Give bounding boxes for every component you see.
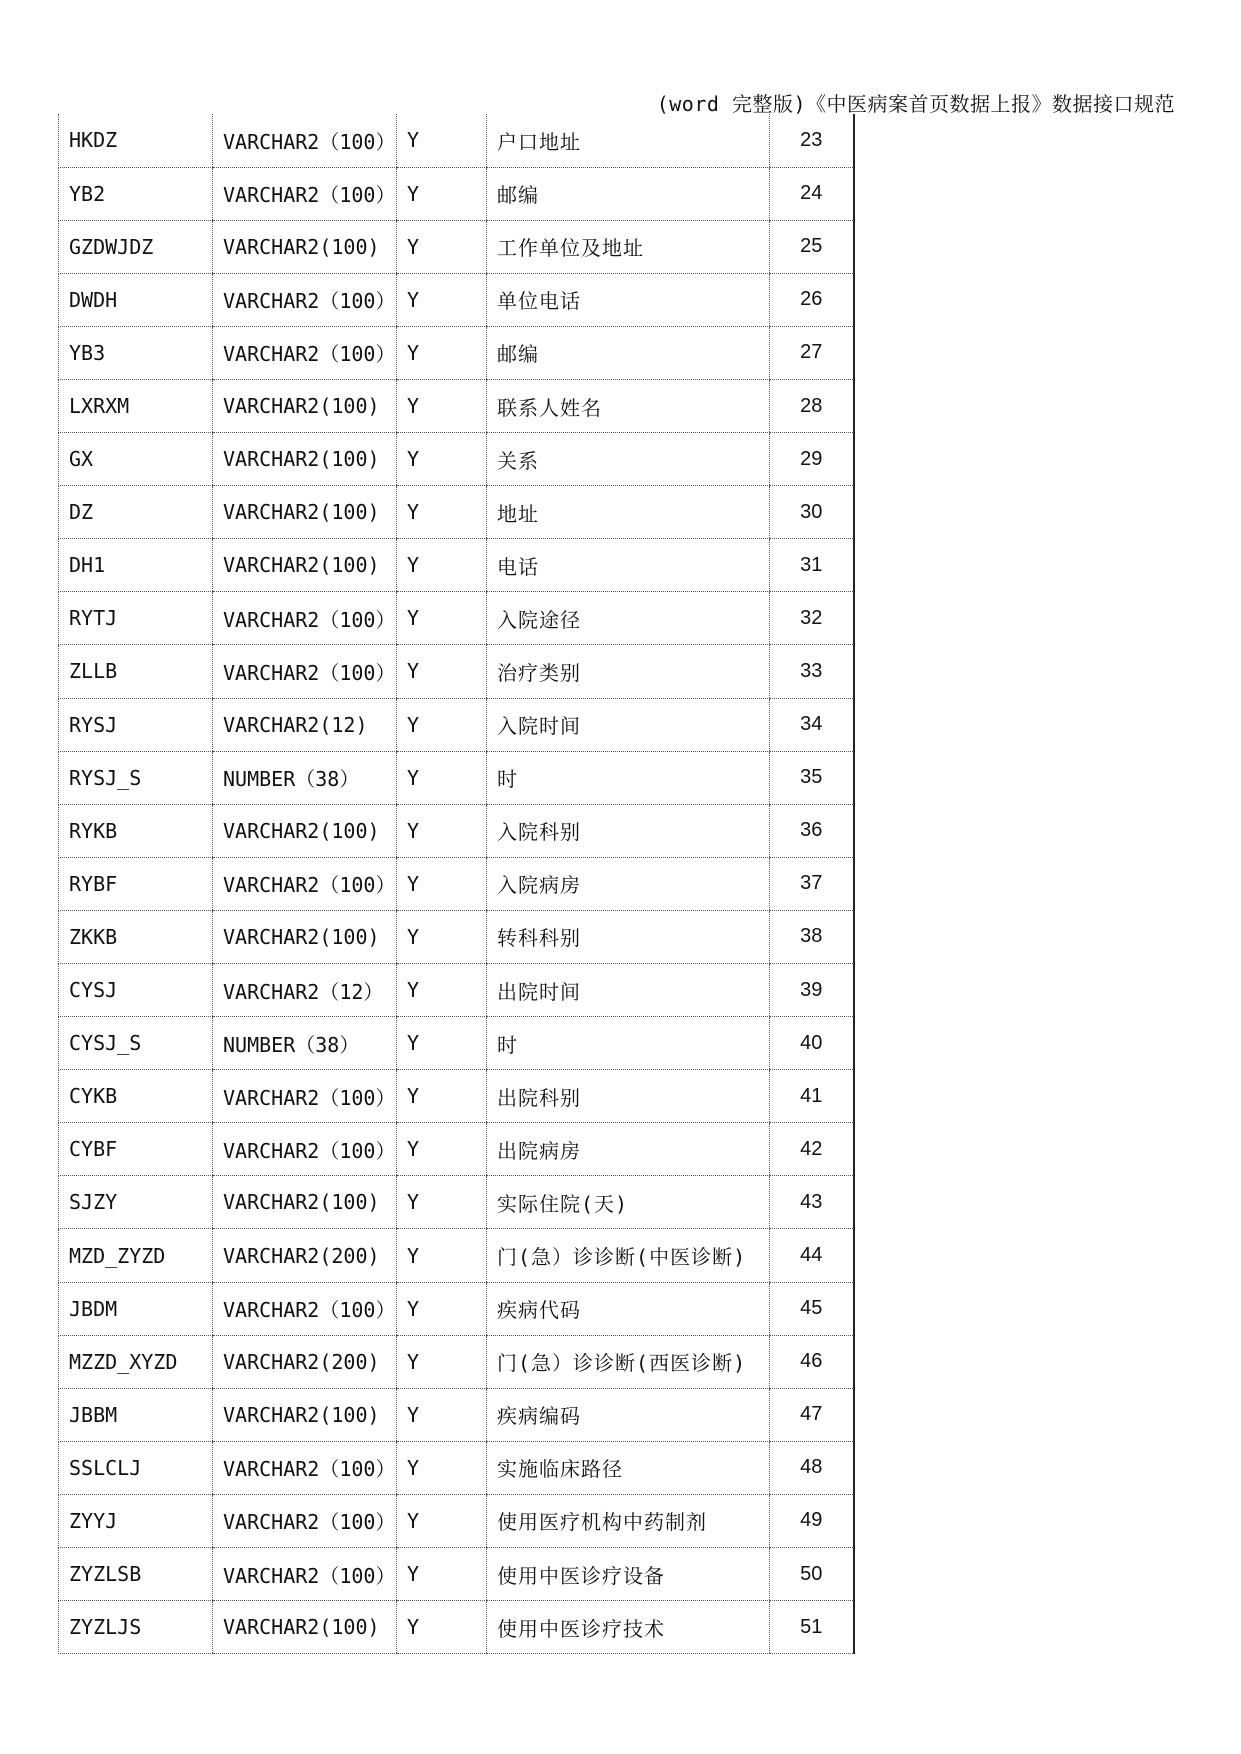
field-type-cell: VARCHAR2(100) <box>213 910 397 963</box>
field-name-cell: RYKB <box>59 804 213 857</box>
field-description-cell: 转科科别 <box>487 910 770 963</box>
field-type-cell: VARCHAR2（100） <box>213 1494 397 1547</box>
field-number-cell: 32 <box>770 592 854 645</box>
field-name-cell: ZYZLSB <box>59 1548 213 1601</box>
field-type-cell: VARCHAR2(100) <box>213 220 397 273</box>
table-row <box>59 592 854 645</box>
field-number-cell: 49 <box>770 1494 854 1547</box>
field-name-cell: YB2 <box>59 167 213 220</box>
field-nullable-cell: Y <box>397 698 487 751</box>
field-description-cell: 电话 <box>487 539 770 592</box>
table-row <box>59 910 854 963</box>
field-name-cell: RYSJ_S <box>59 751 213 804</box>
field-number-cell: 25 <box>770 220 854 273</box>
table-row <box>59 220 854 273</box>
field-nullable-cell: Y <box>397 1229 487 1282</box>
table-row <box>59 1176 854 1229</box>
field-spec-table-body <box>59 114 854 1654</box>
field-name-cell: CYSJ <box>59 964 213 1017</box>
field-number-cell: 33 <box>770 645 854 698</box>
field-name-cell: YB3 <box>59 326 213 379</box>
field-nullable-cell: Y <box>397 1548 487 1601</box>
field-nullable-cell: Y <box>397 379 487 432</box>
table-row <box>59 167 854 220</box>
table-row <box>59 1282 854 1335</box>
field-type-cell: VARCHAR2（100） <box>213 326 397 379</box>
field-name-cell: RYSJ <box>59 698 213 751</box>
field-type-cell: VARCHAR2(100) <box>213 486 397 539</box>
field-description-cell: 门(急）诊诊断(中医诊断) <box>487 1229 770 1282</box>
field-number-cell: 47 <box>770 1388 854 1441</box>
field-number-cell: 30 <box>770 486 854 539</box>
field-name-cell: MZD_ZYZD <box>59 1229 213 1282</box>
field-nullable-cell: Y <box>397 1017 487 1070</box>
field-description-cell: 时 <box>487 751 770 804</box>
field-name-cell: RYBF <box>59 857 213 910</box>
field-description-cell: 地址 <box>487 486 770 539</box>
field-name-cell: ZYZLJS <box>59 1601 213 1654</box>
field-description-cell: 疾病编码 <box>487 1388 770 1441</box>
field-type-cell: VARCHAR2（100） <box>213 1123 397 1176</box>
field-type-cell: VARCHAR2(100) <box>213 539 397 592</box>
field-type-cell: VARCHAR2(200) <box>213 1229 397 1282</box>
field-type-cell: VARCHAR2（12） <box>213 964 397 1017</box>
field-type-cell: VARCHAR2（100） <box>213 114 397 167</box>
table-row <box>59 1017 854 1070</box>
field-name-cell: JBDM <box>59 1282 213 1335</box>
field-name-cell: CYBF <box>59 1123 213 1176</box>
field-nullable-cell: Y <box>397 1494 487 1547</box>
field-description-cell: 门(急）诊诊断(西医诊断) <box>487 1335 770 1388</box>
field-nullable-cell: Y <box>397 751 487 804</box>
field-nullable-cell: Y <box>397 1070 487 1123</box>
field-type-cell: VARCHAR2（100） <box>213 167 397 220</box>
table-row <box>59 1229 854 1282</box>
field-nullable-cell: Y <box>397 1601 487 1654</box>
field-nullable-cell: Y <box>397 167 487 220</box>
field-type-cell: VARCHAR2(100) <box>213 1601 397 1654</box>
field-number-cell: 51 <box>770 1601 854 1654</box>
field-name-cell: ZYYJ <box>59 1494 213 1547</box>
field-nullable-cell: Y <box>397 910 487 963</box>
field-description-cell: 使用中医诊疗技术 <box>487 1601 770 1654</box>
field-name-cell: GZDWJDZ <box>59 220 213 273</box>
field-nullable-cell: Y <box>397 326 487 379</box>
field-number-cell: 42 <box>770 1123 854 1176</box>
field-number-cell: 29 <box>770 433 854 486</box>
field-name-cell: DWDH <box>59 273 213 326</box>
field-type-cell: VARCHAR2（100） <box>213 645 397 698</box>
field-nullable-cell: Y <box>397 964 487 1017</box>
field-description-cell: 时 <box>487 1017 770 1070</box>
field-number-cell: 40 <box>770 1017 854 1070</box>
table-row <box>59 486 854 539</box>
field-name-cell: DH1 <box>59 539 213 592</box>
field-name-cell: ZLLB <box>59 645 213 698</box>
field-description-cell: 邮编 <box>487 167 770 220</box>
field-nullable-cell: Y <box>397 804 487 857</box>
field-name-cell: RYTJ <box>59 592 213 645</box>
field-number-cell: 24 <box>770 167 854 220</box>
field-type-cell: VARCHAR2(12) <box>213 698 397 751</box>
field-type-cell: NUMBER（38） <box>213 1017 397 1070</box>
field-type-cell: VARCHAR2(100) <box>213 1176 397 1229</box>
field-number-cell: 31 <box>770 539 854 592</box>
field-description-cell: 出院时间 <box>487 964 770 1017</box>
field-type-cell: VARCHAR2(200) <box>213 1335 397 1388</box>
field-name-cell: JBBM <box>59 1388 213 1441</box>
field-type-cell: NUMBER（38） <box>213 751 397 804</box>
table-row <box>59 645 854 698</box>
field-name-cell: CYSJ_S <box>59 1017 213 1070</box>
field-description-cell: 实施临床路径 <box>487 1441 770 1494</box>
field-description-cell: 关系 <box>487 433 770 486</box>
field-name-cell: MZZD_XYZD <box>59 1335 213 1388</box>
field-number-cell: 26 <box>770 273 854 326</box>
field-description-cell: 使用医疗机构中药制剂 <box>487 1494 770 1547</box>
field-nullable-cell: Y <box>397 857 487 910</box>
field-name-cell: LXRXM <box>59 379 213 432</box>
table-row <box>59 857 854 910</box>
field-nullable-cell: Y <box>397 220 487 273</box>
field-name-cell: SSLCLJ <box>59 1441 213 1494</box>
table-row <box>59 751 854 804</box>
field-name-cell: ZKKB <box>59 910 213 963</box>
table-row <box>59 698 854 751</box>
field-description-cell: 工作单位及地址 <box>487 220 770 273</box>
field-description-cell: 户口地址 <box>487 114 770 167</box>
field-nullable-cell: Y <box>397 592 487 645</box>
table-row <box>59 1070 854 1123</box>
field-number-cell: 38 <box>770 910 854 963</box>
field-description-cell: 联系人姓名 <box>487 379 770 432</box>
table-row <box>59 1601 854 1654</box>
field-nullable-cell: Y <box>397 273 487 326</box>
field-name-cell: DZ <box>59 486 213 539</box>
field-type-cell: VARCHAR2（100） <box>213 592 397 645</box>
table-row <box>59 804 854 857</box>
field-number-cell: 27 <box>770 326 854 379</box>
field-number-cell: 37 <box>770 857 854 910</box>
table-row <box>59 1494 854 1547</box>
field-type-cell: VARCHAR2(100) <box>213 804 397 857</box>
field-nullable-cell: Y <box>397 114 487 167</box>
field-number-cell: 35 <box>770 751 854 804</box>
field-description-cell: 实际住院(天) <box>487 1176 770 1229</box>
field-type-cell: VARCHAR2(100) <box>213 1388 397 1441</box>
field-nullable-cell: Y <box>397 1282 487 1335</box>
table-row <box>59 273 854 326</box>
table-row <box>59 1441 854 1494</box>
field-description-cell: 治疗类别 <box>487 645 770 698</box>
table-row <box>59 433 854 486</box>
field-number-cell: 36 <box>770 804 854 857</box>
field-nullable-cell: Y <box>397 645 487 698</box>
field-type-cell: VARCHAR2（100） <box>213 857 397 910</box>
field-type-cell: VARCHAR2(100) <box>213 433 397 486</box>
field-nullable-cell: Y <box>397 1441 487 1494</box>
table-row <box>59 1548 854 1601</box>
field-nullable-cell: Y <box>397 1335 487 1388</box>
field-nullable-cell: Y <box>397 433 487 486</box>
field-type-cell: VARCHAR2（100） <box>213 1282 397 1335</box>
table-row <box>59 964 854 1017</box>
field-description-cell: 使用中医诊疗设备 <box>487 1548 770 1601</box>
field-type-cell: VARCHAR2(100) <box>213 379 397 432</box>
field-description-cell: 出院病房 <box>487 1123 770 1176</box>
field-description-cell: 疾病代码 <box>487 1282 770 1335</box>
table-row <box>59 539 854 592</box>
field-nullable-cell: Y <box>397 1176 487 1229</box>
field-number-cell: 34 <box>770 698 854 751</box>
field-nullable-cell: Y <box>397 486 487 539</box>
field-type-cell: VARCHAR2（100） <box>213 1441 397 1494</box>
table-row <box>59 114 854 167</box>
table-row <box>59 1123 854 1176</box>
page-header: (word 完整版)《中医病案首页数据上报》数据接口规范 <box>656 92 1175 116</box>
table-row <box>59 1335 854 1388</box>
field-description-cell: 单位电话 <box>487 273 770 326</box>
field-name-cell: SJZY <box>59 1176 213 1229</box>
field-description-cell: 入院科别 <box>487 804 770 857</box>
field-nullable-cell: Y <box>397 1123 487 1176</box>
field-description-cell: 邮编 <box>487 326 770 379</box>
field-name-cell: GX <box>59 433 213 486</box>
table-row <box>59 379 854 432</box>
field-nullable-cell: Y <box>397 1388 487 1441</box>
field-number-cell: 39 <box>770 964 854 1017</box>
field-type-cell: VARCHAR2（100） <box>213 1548 397 1601</box>
field-description-cell: 入院途径 <box>487 592 770 645</box>
field-description-cell: 出院科别 <box>487 1070 770 1123</box>
field-description-cell: 入院病房 <box>487 857 770 910</box>
field-name-cell: CYKB <box>59 1070 213 1123</box>
field-nullable-cell: Y <box>397 539 487 592</box>
field-number-cell: 46 <box>770 1335 854 1388</box>
table-row <box>59 1388 854 1441</box>
field-number-cell: 45 <box>770 1282 854 1335</box>
field-number-cell: 50 <box>770 1548 854 1601</box>
field-number-cell: 43 <box>770 1176 854 1229</box>
field-number-cell: 48 <box>770 1441 854 1494</box>
field-description-cell: 入院时间 <box>487 698 770 751</box>
field-name-cell: HKDZ <box>59 114 213 167</box>
field-spec-table <box>58 114 855 1654</box>
field-type-cell: VARCHAR2（100） <box>213 1070 397 1123</box>
field-type-cell: VARCHAR2（100） <box>213 273 397 326</box>
field-number-cell: 44 <box>770 1229 854 1282</box>
field-number-cell: 41 <box>770 1070 854 1123</box>
table-row <box>59 326 854 379</box>
field-number-cell: 23 <box>770 114 854 167</box>
field-number-cell: 28 <box>770 379 854 432</box>
